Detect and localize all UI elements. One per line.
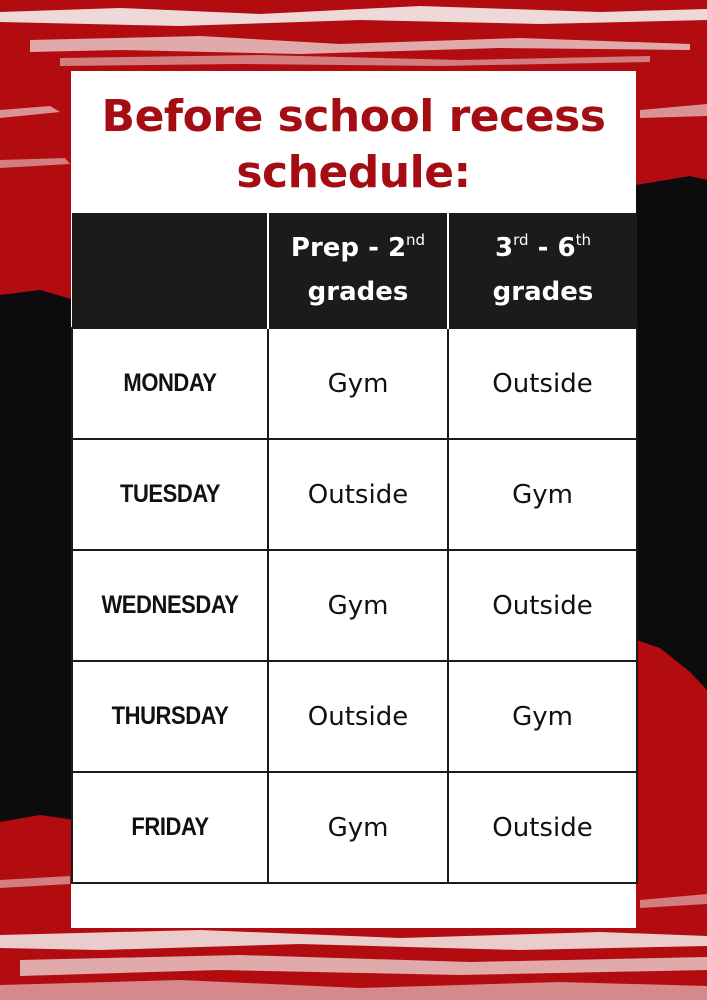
day-cell: MONDAY [84,328,256,439]
3rd-6th-cell: Gym [448,661,637,772]
prep-2nd-cell: Outside [268,661,448,772]
header-prep-2nd-line2: grades [307,277,409,307]
header-prep-2nd-grades [268,213,448,328]
table-row [72,328,637,439]
header-prep-2nd-text: Prep - 2 [290,233,407,263]
header-3rd-sup: rd [513,231,529,249]
header-prep-2nd-sup: nd [406,231,426,249]
prep-2nd-cell: Gym [268,550,448,661]
day-cell: TUESDAY [84,439,256,550]
schedule-card [71,71,636,928]
prep-2nd-cell: Outside [268,439,448,550]
recess-schedule-table [71,213,638,884]
prep-2nd-cell: Gym [268,772,448,883]
title-line-1: Before school recess [101,91,606,142]
table-row [72,550,637,661]
header-blank-cell [72,213,268,328]
header-3rd-6th-grades [448,213,637,328]
table-header-row [72,213,637,328]
header-3rd-6th-line2: grades [492,277,594,307]
day-cell: WEDNESDAY [84,550,256,661]
3rd-6th-cell: Gym [448,439,637,550]
day-cell: FRIDAY [84,772,256,883]
header-3rd-text: 3 [495,233,514,263]
3rd-6th-cell: Outside [448,328,637,439]
title-line-2: schedule: [236,147,471,198]
3rd-6th-cell: Outside [448,550,637,661]
table-row [72,772,637,883]
page-title [71,89,636,201]
prep-2nd-cell: Gym [268,328,448,439]
day-cell: THURSDAY [84,661,256,772]
header-6-text: - 6 [528,233,576,263]
3rd-6th-cell: Outside [448,772,637,883]
header-6th-sup: th [575,231,591,249]
table-row [72,661,637,772]
table-row [72,439,637,550]
